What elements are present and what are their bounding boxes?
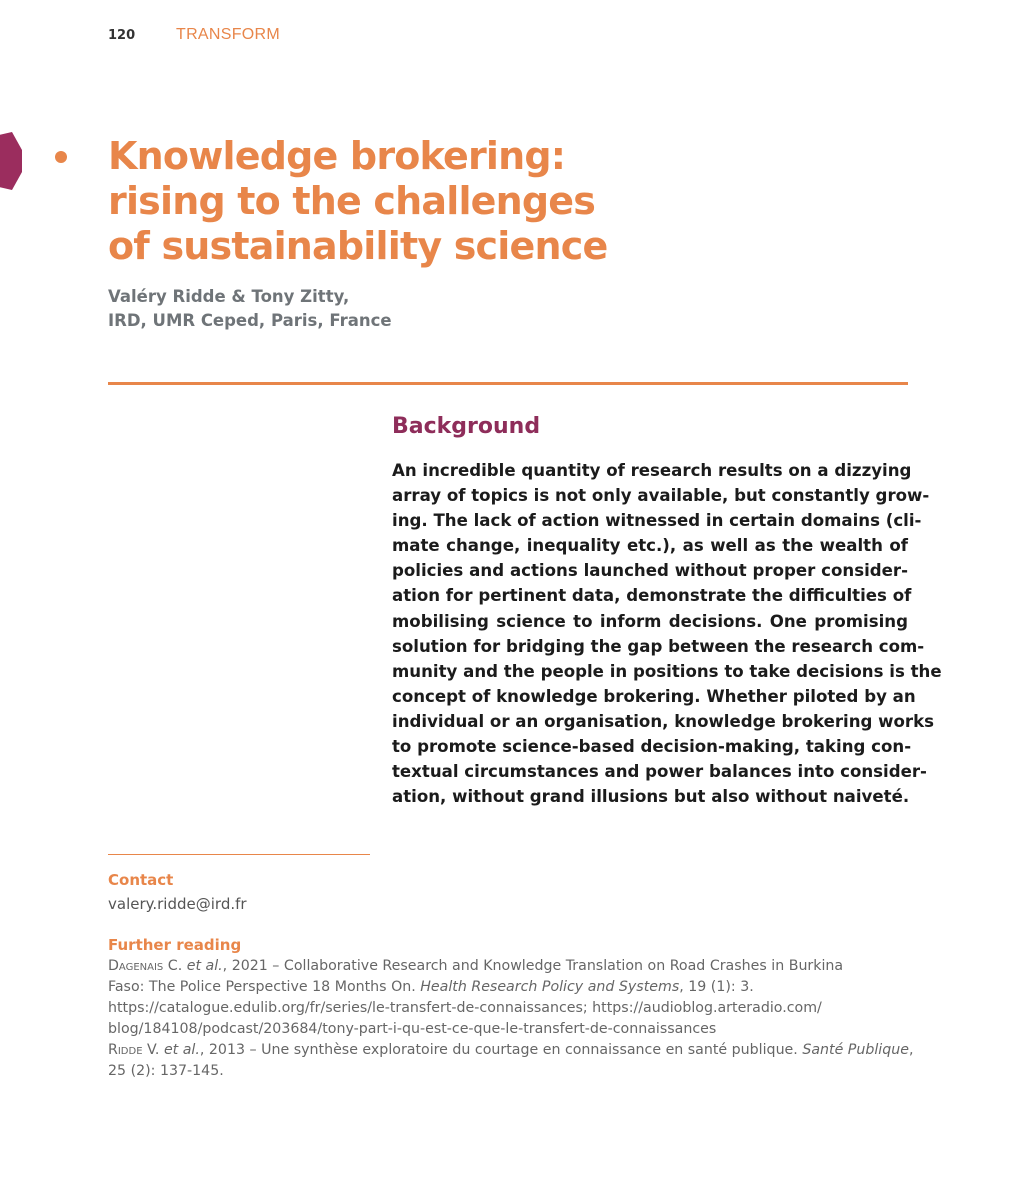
reference-line <box>108 956 908 977</box>
background-paragraph <box>392 458 942 809</box>
contact-divider <box>108 854 370 855</box>
article-title <box>108 134 668 269</box>
paragraph-line: policies and actions launched without proper consider- <box>392 561 908 581</box>
reference-author: Dagenais <box>108 958 164 974</box>
reference-link[interactable]: blog/184108/podcast/203684/tony-part-i-qu-est-ce-que-le-transfert-de-connaissances <box>108 1021 717 1037</box>
reference-initial: C. <box>163 958 187 974</box>
title-line: of sustainability science <box>108 224 608 268</box>
paragraph-line: textual circumstances and power balances into consider- <box>392 762 927 782</box>
section-divider <box>108 382 908 385</box>
paragraph-line: An incredible quantity of research results on a dizzying <box>392 461 912 480</box>
reference-text: , <box>908 1042 914 1058</box>
page-number: 120 <box>108 28 136 43</box>
background-heading: Background <box>392 414 541 439</box>
reference-item <box>108 956 908 998</box>
author-line: Valéry Ridde & Tony Zitty, <box>108 287 350 306</box>
reference-journal: Health Research Policy and Systems <box>420 979 680 995</box>
paragraph-line: solution for bridging the gap between the research com- <box>392 636 925 656</box>
reference-author: Ridde <box>108 1042 143 1058</box>
title-line: rising to the challenges <box>108 179 596 223</box>
reference-line <box>108 977 908 998</box>
reference-text: , 2021 – Collaborative Research and Knowledge Translation on Road Crashes in Burkina <box>222 958 844 974</box>
reference-line <box>108 1040 914 1061</box>
paragraph-line: ing. The lack of action witnessed in certain domains (cli- <box>392 511 922 531</box>
contact-email[interactable]: valery.ridde@ird.fr <box>108 895 247 913</box>
contact-heading: Contact <box>108 871 174 889</box>
paragraph-line: munity and the people in positions to take decisions is the <box>392 661 942 681</box>
bullet-dot-icon <box>55 151 67 163</box>
title-line: Knowledge brokering: <box>108 134 566 178</box>
article-authors <box>108 285 392 333</box>
affiliation-line: IRD, UMR Ceped, Paris, France <box>108 311 392 330</box>
running-header: TRANSFORM <box>176 26 281 43</box>
paragraph-line: array of topics is not only available, but constantly grow- <box>392 486 930 506</box>
reference-etal: et al. <box>163 1042 200 1058</box>
paragraph-line: ation, without grand illusions but also without naiveté. <box>392 787 910 807</box>
reference-text: , 2013 – Une synthèse exploratoire du courtage en connaissance en santé publique. <box>199 1042 803 1058</box>
paragraph-line: concept of knowledge brokering. Whether piloted by an <box>392 686 916 706</box>
reference-text: Faso: The Police Perspective 18 Months On. <box>108 979 421 995</box>
reference-line: 25 (2): 137-145. <box>108 1063 224 1079</box>
paragraph-line: individual or an organisation, knowledge brokering works <box>392 711 935 731</box>
reference-initial: V. <box>142 1042 164 1058</box>
further-reading-heading: Further reading <box>108 936 242 954</box>
reference-etal: et al. <box>186 958 223 974</box>
reference-item <box>108 1040 914 1082</box>
paragraph-line: mate change, inequality etc.), as well as the wealth of <box>392 536 908 556</box>
reference-text: , 19 (1): 3. <box>679 979 754 995</box>
reference-link[interactable]: https://catalogue.edulib.org/fr/series/le-transfert-de-connaissances; https://audioblog.arteradio.com/ <box>108 1000 822 1016</box>
paragraph-line: to promote science-based decision-making, taking con- <box>392 737 912 757</box>
hexagon-shape <box>0 132 26 190</box>
paragraph-line: ation for pertinent data, demonstrate the difficulties of <box>392 586 912 606</box>
reference-list <box>108 956 914 1082</box>
paragraph-line: mobilising science to inform decisions. One promising <box>392 611 908 631</box>
reference-journal: Santé Publique <box>802 1042 909 1058</box>
reference-links <box>108 998 908 1040</box>
